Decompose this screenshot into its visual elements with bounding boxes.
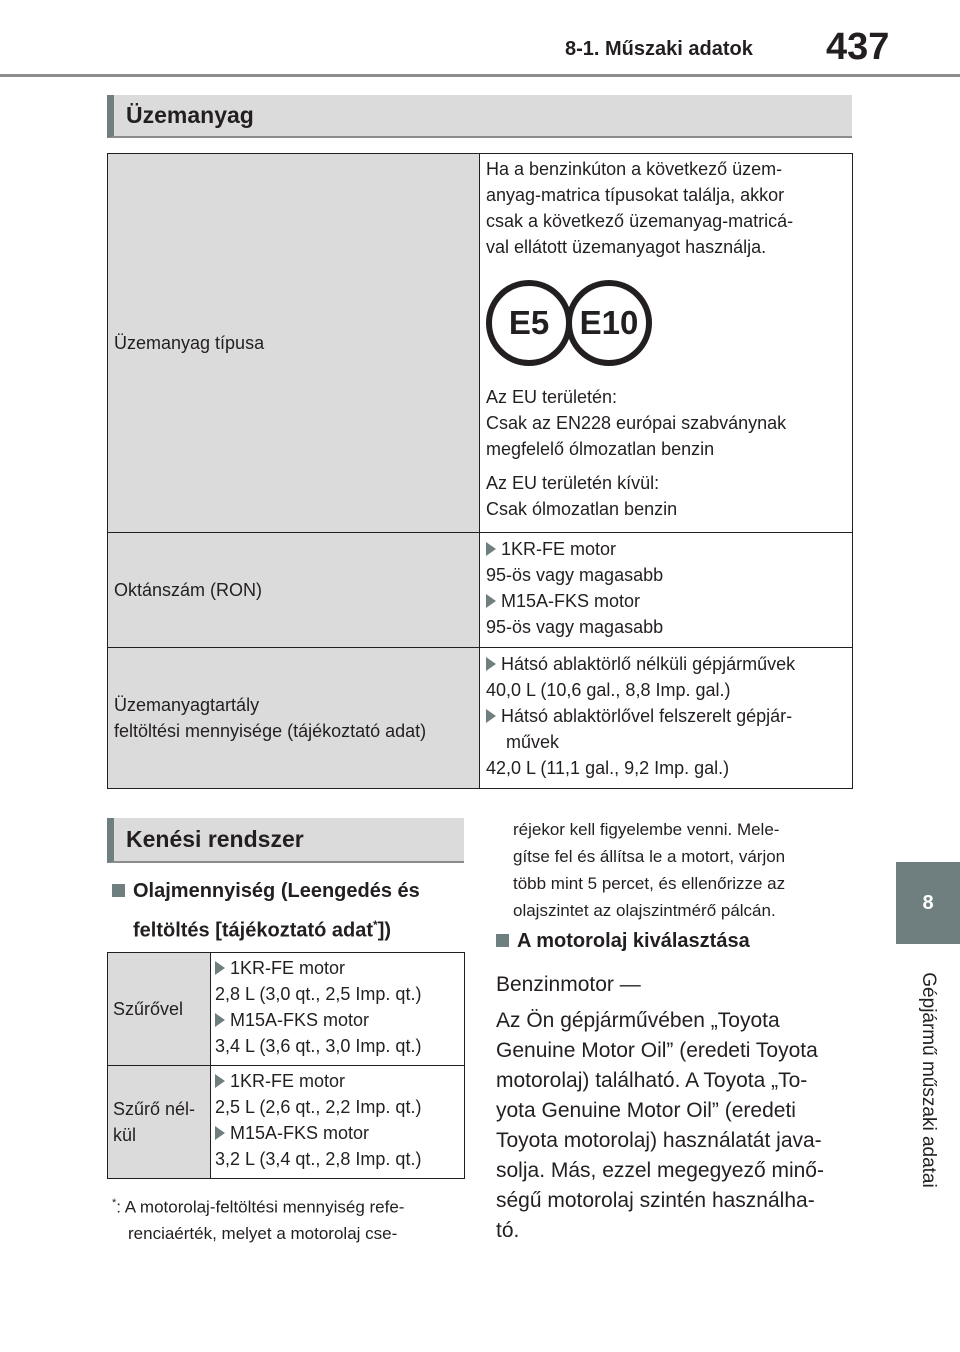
list-item: [486, 536, 846, 562]
footnote-line: gítse fel és állítsa le a motort, várjon: [513, 847, 786, 866]
table-row: [108, 533, 853, 648]
fuel-type-label: [108, 154, 480, 533]
capacity-value: 2,8 L (3,0 qt., 2,5 Imp. qt.): [215, 984, 422, 1004]
engine-name: M15A-FKS motor: [501, 591, 641, 611]
eu-text: megfelelő ólmozatlan benzin: [486, 439, 715, 459]
body-line: Toyota motorolaj) használatát java-: [496, 1129, 822, 1152]
title-text: ]): [377, 919, 392, 942]
chapter-title: [898, 950, 958, 1210]
footnote-mark: *: [112, 1197, 117, 1209]
fuel-heading: Üzemanyag: [107, 95, 852, 138]
e10-fuel-badge-icon: E10: [566, 280, 652, 366]
cell-label: Oktánszám (RON): [114, 580, 263, 600]
fuel-intro-line: csak a következő üzemanyag-matricá-: [486, 211, 794, 231]
body-line: solja. Más, ezzel megegyező minő-: [496, 1159, 824, 1182]
oil-capacity-title: [112, 874, 462, 948]
arrow-right-icon: [215, 1126, 225, 1140]
arrow-right-icon: [215, 961, 225, 975]
body-line: ségű motorolaj szintén használha-: [496, 1189, 815, 1212]
without-filter-value: [211, 1066, 465, 1179]
with-filter-label: [108, 953, 211, 1066]
tank-capacity-value: [480, 648, 853, 789]
fuel-label-badges: [486, 280, 846, 366]
footnote-continued: [513, 816, 853, 924]
title-text: feltöltés [tájékoztató adat: [133, 919, 374, 942]
footnote-line: réjekor kell figyelembe venni. Mele-: [513, 820, 780, 839]
body-line: yota Genuine Motor Oil” (eredeti: [496, 1099, 796, 1122]
list-item: [486, 703, 846, 729]
body-line: tó.: [496, 1219, 520, 1242]
without-filter-label: [108, 1066, 211, 1179]
engine-name: 1KR-FE motor: [230, 1071, 346, 1091]
table-row: [108, 953, 465, 1066]
capacity-value: 40,0 L (10,6 gal., 8,8 Imp. gal.): [486, 680, 731, 700]
fuel-intro-line: anyag-matrica típusokat találja, akkor: [486, 185, 785, 205]
fuel-type-value: [480, 154, 853, 533]
engine-name: M15A-FKS motor: [230, 1123, 370, 1143]
oil-capacity-title-line: [112, 908, 462, 948]
list-item: [486, 651, 846, 677]
engine-name: 1KR-FE motor: [230, 958, 346, 978]
list-item: [215, 1007, 461, 1033]
cell-label: Szűrővel: [113, 999, 184, 1019]
oil-capacity-table: [107, 952, 465, 1179]
octane-value: [480, 533, 853, 648]
title-text: A motorolaj kiválasztása: [517, 930, 750, 952]
list-item: [215, 1120, 461, 1146]
eu-heading: Az EU területén:: [486, 387, 618, 407]
vehicle-variant-cont: művek: [506, 732, 560, 752]
footnote: [112, 1190, 472, 1247]
footnote-text: : A motorolaj-feltöltési mennyiség refe-: [116, 1197, 405, 1217]
body-line: motorolaj) található. A Toyota „To-: [496, 1069, 808, 1092]
oil-selection-body: [496, 970, 856, 1246]
arrow-right-icon: [215, 1013, 225, 1027]
lubrication-heading: Kenési rendszer: [107, 818, 464, 863]
engine-name: 1KR-FE motor: [501, 539, 617, 559]
body-line: Benzinmotor —: [496, 973, 641, 996]
oil-capacity-title-line: [112, 874, 462, 908]
square-bullet-icon: [496, 934, 509, 947]
footnote-line: több mint 5 percet, és ellenőrizze az: [513, 874, 786, 893]
footnote-line: renciaérték, melyet a motorolaj cse-: [128, 1223, 398, 1243]
cell-label: Üzemanyagtartály: [114, 695, 260, 715]
octane-value-text: 95-ös vagy magasabb: [486, 565, 664, 585]
capacity-value: 2,5 L (2,6 qt., 2,2 Imp. qt.): [215, 1097, 422, 1117]
body-line: Az Ön gépjárművében „Toyota: [496, 1009, 780, 1032]
arrow-right-icon: [486, 657, 496, 671]
octane-value-text: 95-ös vagy magasabb: [486, 617, 664, 637]
cell-label: feltöltési mennyisége (tájékoztató adat): [114, 721, 427, 741]
arrow-right-icon: [486, 542, 496, 556]
with-filter-value: [211, 953, 465, 1066]
body-line: Genuine Motor Oil” (eredeti Toyota: [496, 1039, 818, 1062]
cell-label: Üzemanyag típusa: [114, 333, 265, 353]
fuel-intro-line: val ellátott üzemanyagot használja.: [486, 237, 767, 257]
arrow-right-icon: [486, 709, 496, 723]
vehicle-variant: Hátsó ablaktörlővel felszerelt gépjár-: [501, 706, 793, 726]
footnote-line: [112, 1190, 472, 1221]
chapter-tab: 8: [896, 862, 960, 944]
cell-label: Szűrő nél-: [113, 1099, 196, 1119]
chapter-title-text: Gépjármű műszaki adatai: [918, 972, 939, 1188]
footnote-line: olajszintet az olajszintmérő pálcán.: [513, 901, 776, 920]
oil-selection-title: [496, 930, 856, 953]
tank-capacity-label: [108, 648, 480, 789]
section-title: 8-1. Műszaki adatok: [565, 38, 753, 60]
vehicle-variant: Hátsó ablaktörlő nélküli gépjárművek: [501, 654, 796, 674]
arrow-right-icon: [215, 1074, 225, 1088]
square-bullet-icon: [112, 884, 125, 897]
arrow-right-icon: [486, 594, 496, 608]
e5-fuel-badge-icon: E5: [486, 280, 572, 366]
non-eu-text: Csak ólmozatlan benzin: [486, 499, 678, 519]
fuel-intro-line: Ha a benzinkúton a következő üzem-: [486, 159, 783, 179]
fuel-table: [107, 153, 853, 789]
capacity-value: 3,4 L (3,6 qt., 3,0 Imp. qt.): [215, 1036, 422, 1056]
list-item: [486, 588, 846, 614]
non-eu-heading: Az EU területén kívül:: [486, 473, 660, 493]
title-text: Olajmennyiség (Leengedés és: [133, 880, 420, 902]
list-item: [215, 1068, 461, 1094]
footnote-mark: *: [373, 918, 378, 932]
capacity-value: 3,2 L (3,4 qt., 2,8 Imp. qt.): [215, 1149, 422, 1169]
capacity-value: 42,0 L (11,1 gal., 9,2 Imp. gal.): [486, 758, 730, 778]
table-row: [108, 648, 853, 789]
list-item: [215, 955, 461, 981]
eu-text: Csak az EN228 európai szabványnak: [486, 413, 787, 433]
header-divider: [0, 74, 960, 77]
page-number: 437: [826, 26, 890, 68]
octane-label: [108, 533, 480, 648]
engine-name: M15A-FKS motor: [230, 1010, 370, 1030]
table-row: [108, 1066, 465, 1179]
cell-label: kül: [113, 1125, 137, 1145]
table-row: [108, 154, 853, 533]
